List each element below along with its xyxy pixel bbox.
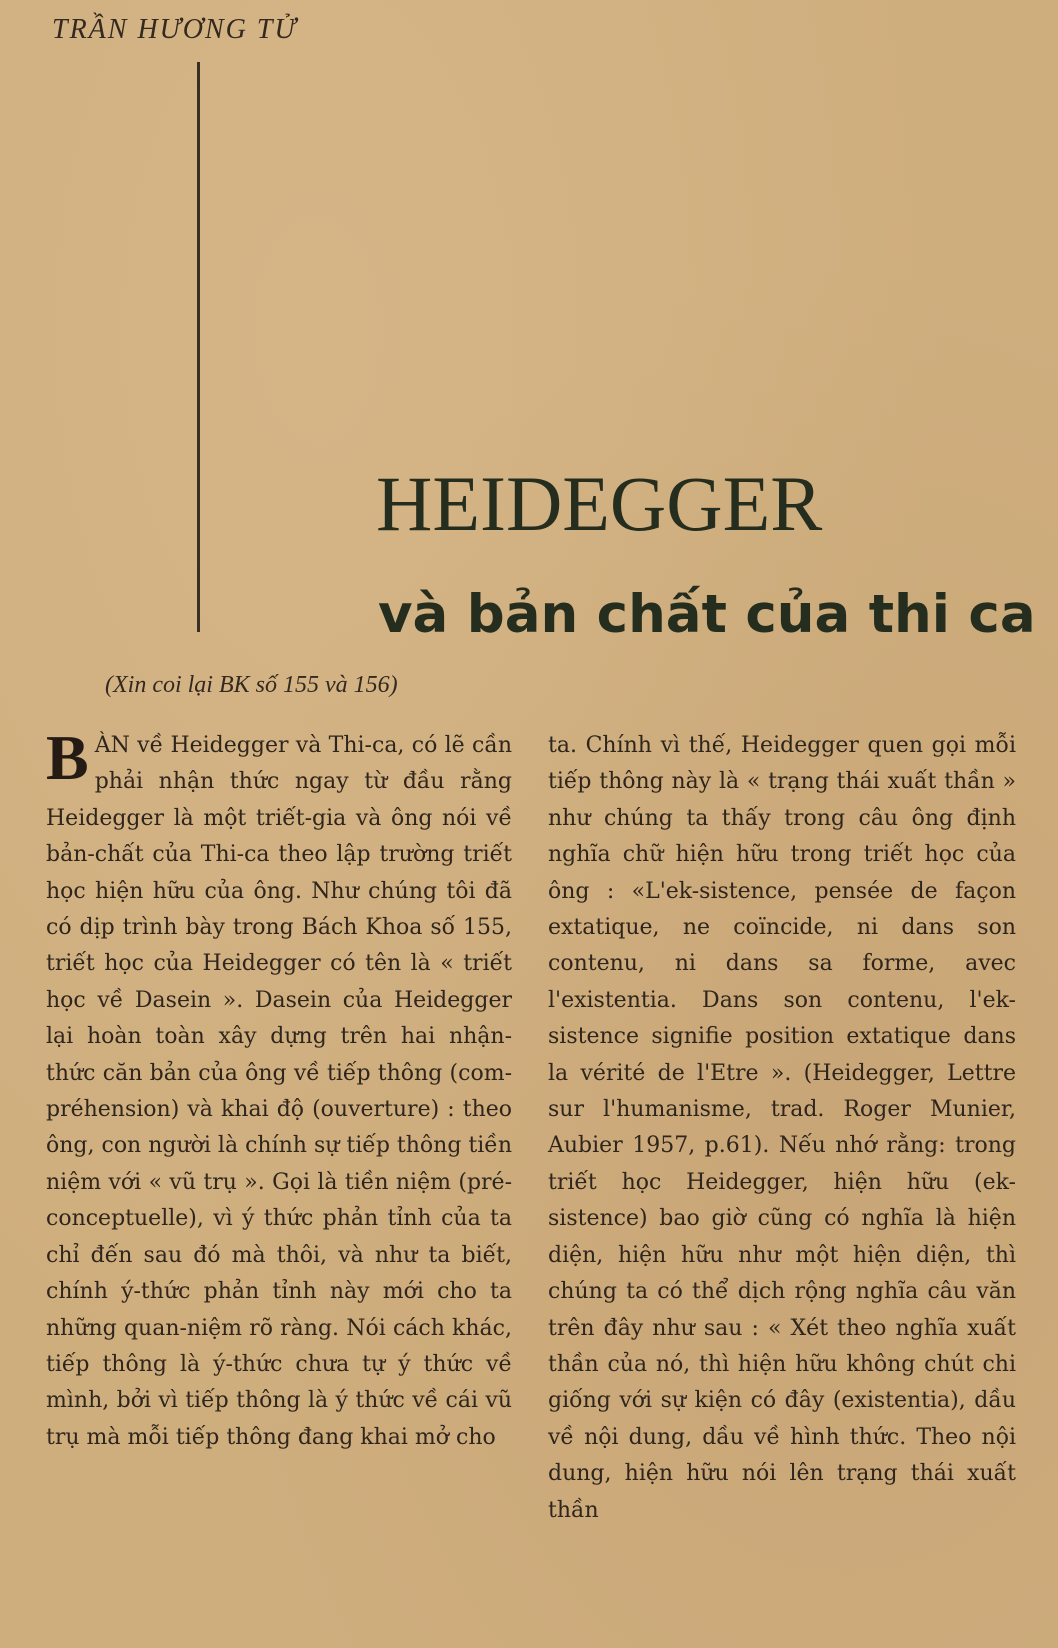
left-column-text: ÀN về Heidegger và Thi-ca, có lẽ cần phải nhận thức ngay từ đầu rằng Heidegger là một triết-gia và ông nói về bản-chất của Thi-ca theo lập trường triết học hiện hữu của ông. Như chúng tôi đã có dịp trình bày trong Bách Khoa số 155, triết học của Heidegger có tên là « triết học về Dasein ». Dasein của Heidegger lại hoàn toàn xây dựng trên hai nhận-thức căn bản của ông về tiếp thông (com-préhension) và khai độ (ouverture) : theo ông, con người là chính sự tiếp thông tiền niệm với « vũ trụ ». Gọi là tiền niệm (pré-conceptuelle), vì ý thức phản tỉnh của ta chỉ đến sau đó mà thôi, và như ta biết, chính ý-thức phản tỉnh này mới cho ta những quan-niệm rõ ràng. Nói cách khác, tiếp thông là ý-thức chưa tự ý thức về mình, bởi vì tiếp thông là ý thức về cái vũ trụ mà mỗi tiếp thông đang khai mở cho [46, 733, 512, 1450]
drop-cap: B [46, 722, 89, 793]
author-name: TRẦN HƯƠNG TỬ [52, 14, 298, 45]
vertical-rule [197, 62, 200, 632]
article-subtitle: và bản chất của thi ca [378, 584, 1036, 645]
reference-note: (Xin coi lại BK số 155 và 156) [105, 672, 398, 698]
article-title: HEIDEGGER [376, 460, 823, 547]
body-column-right [548, 728, 1016, 1529]
right-column-text: ta. Chính vì thế, Heidegger quen gọi mỗi tiếp thông này là « trạng thái xuất thần » như chúng ta thấy trong câu ông định nghĩa chữ hiện hữu trong triết học của ông : «L'ek-sistence, pensée de façon extatique, ne coïncide, ni dans son contenu, ni dans sa forme, avec l'existentia. Dans son contenu, l'ek-sistence signifie position extatique dans la vérité de l'Etre ». (Heidegger, Lettre sur l'humanisme, trad. Roger Munier, Aubier 1957, p.61). Nếu nhớ rằng: trong triết học Heidegger, hiện hữu (ek-sistence) bao giờ cũng có nghĩa là hiện diện, hiện hữu như một hiện diện, thì chúng ta có thể dịch rộng nghĩa câu văn trên đây như sau : « Xét theo nghĩa xuất thần của nó, thì hiện hữu không chút chi giống với sự kiện có đây (existentia), dầu về nội dung, dầu về hình thức. Theo nội dung, hiện hữu nói lên trạng thái xuất thần [548, 733, 1016, 1523]
body-column-left [46, 722, 512, 1456]
